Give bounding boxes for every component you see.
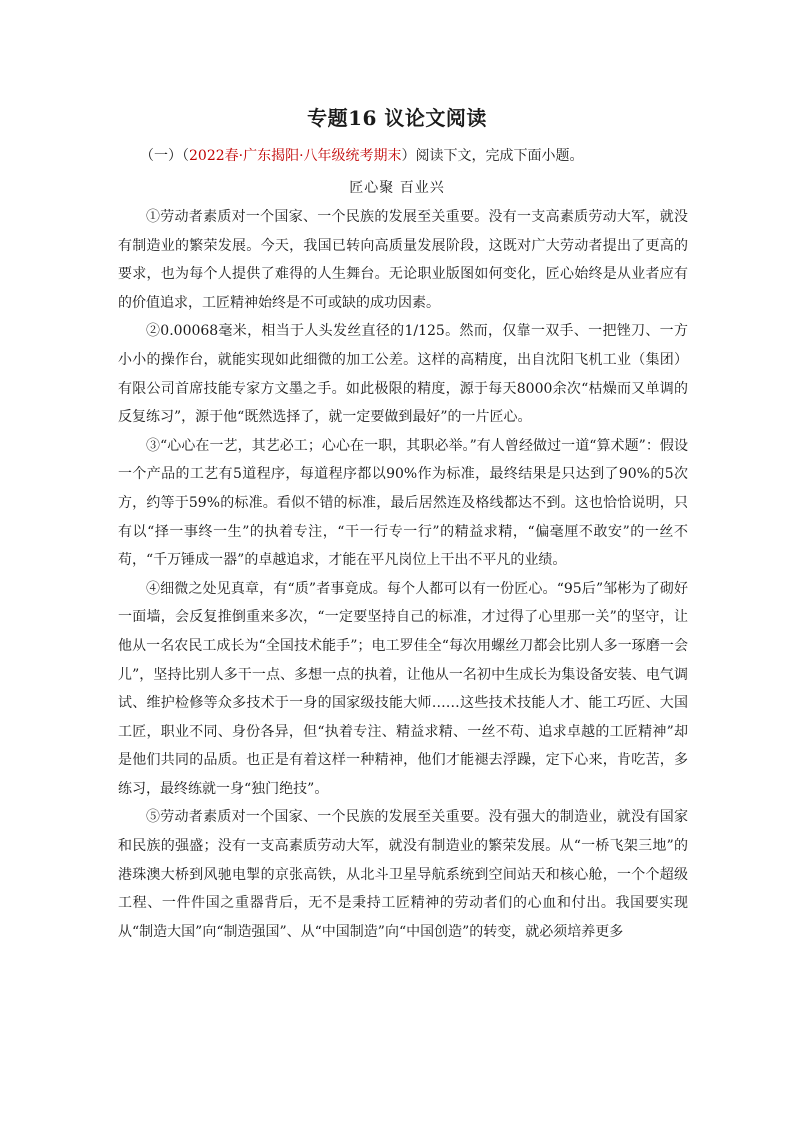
article-title: 匠心聚 百业兴 — [349, 180, 445, 196]
intro-suffix: ）阅读下文，完成下面小题。 — [401, 148, 584, 164]
paragraph-1: ①劳动者素质对一个国家、一个民族的发展至关重要。没有一支高素质劳动大军，就没有制造业的繁荣发展。今天，我国已转向高质量发展阶段，这既对广大劳动者提出了更高的要求，也为每个人提供了难得的人生舞台。无论职业版图如何变化，匠心始终是从业者应有的价值追求，工匠精神始终是不可或缺的成功因素。 — [118, 209, 688, 311]
question-intro — [140, 145, 584, 165]
paragraph-3: ③“心心在一艺，其艺必工；心心在一职，其职必举。”有人曾经做过一道“算术题”：假设一个产品的工艺有5道程序，每道程序都以90%作为标准，最终结果是只达到了90%的5次方，约等于59%的标准。看似不错的标准，最后居然连及格线都达不到。这也恰恰说明，只有以“择一事终一生”的执着专注，“干一行专一行”的精益求精，“偏毫厘不敢安”的一丝不苟，“千万锤成一器”的卓越追求，才能在平凡岗位上干出不平凡的业绩。 — [118, 437, 688, 569]
paragraph-5: ⑤劳动者素质对一个国家、一个民族的发展至关重要。没有强大的制造业，就没有国家和民族的强盛；没有一支高素质劳动大军，就没有制造业的繁荣发展。从“一桥飞架三地”的港珠澳大桥到风驰电掣的京张高铁，从北斗卫星导航系统到空间站天和核心舱，一个个超级工程、一件件国之重器背后，无不是秉持工匠精神的劳动者们的心血和付出。我国要实现从“制造大国”向“制造强国”、从“中国制造”向“中国创造”的转变，就必须培养更多 — [118, 809, 688, 940]
page-title: 专题16 议论文阅读 — [307, 106, 487, 130]
exam-source: 2022春·广东揭阳·八年级统考期末 — [189, 148, 402, 164]
paragraph-2: ②0.00068毫米，相当于人头发丝直径的1/125。然而，仅靠一双手、一把锉刀、一方小小的操作台，就能实现如此细微的加工公差。这样的高精度，出自沈阳飞机工业（集团）有限公司首席技能专家方文墨之手。如此极限的精度，源于每天8000余次“枯燥而又单调的反复练习”，源于他“既然选择了，就一定要做到最好”的一片匠心。 — [118, 323, 688, 426]
article-body — [118, 203, 688, 946]
intro-prefix: （一）（ — [140, 148, 189, 164]
paragraph-4: ④细微之处见真章，有“质”者事竟成。每个人都可以有一份匠心。“95后”邹彬为了砌好一面墙，会反复推倒重来多次，“一定要坚持自己的标准，才过得了心里那一关”的坚守，让他从一名农民工成长为“全国技术能手”；电工罗佳全“每次用螺丝刀都会比别人多一琢磨一会儿”，坚持比别人多干一点、多想一点的执着，让他从一名初中生成长为集设备安装、电气调试、维护检修等众多技术于一身的国家级技能大师……这些技术技能人才、能工巧匠、大国工匠，职业不同、身份各异，但“执着专注、精益求精、一丝不苟、追求卓越的工匠精神”却是他们共同的品质。也正是有着这样一种精神，他们才能褪去浮躁，定下心来，肯吃苦，多练习，最终练就一身“独门绝技”。 — [118, 580, 688, 797]
